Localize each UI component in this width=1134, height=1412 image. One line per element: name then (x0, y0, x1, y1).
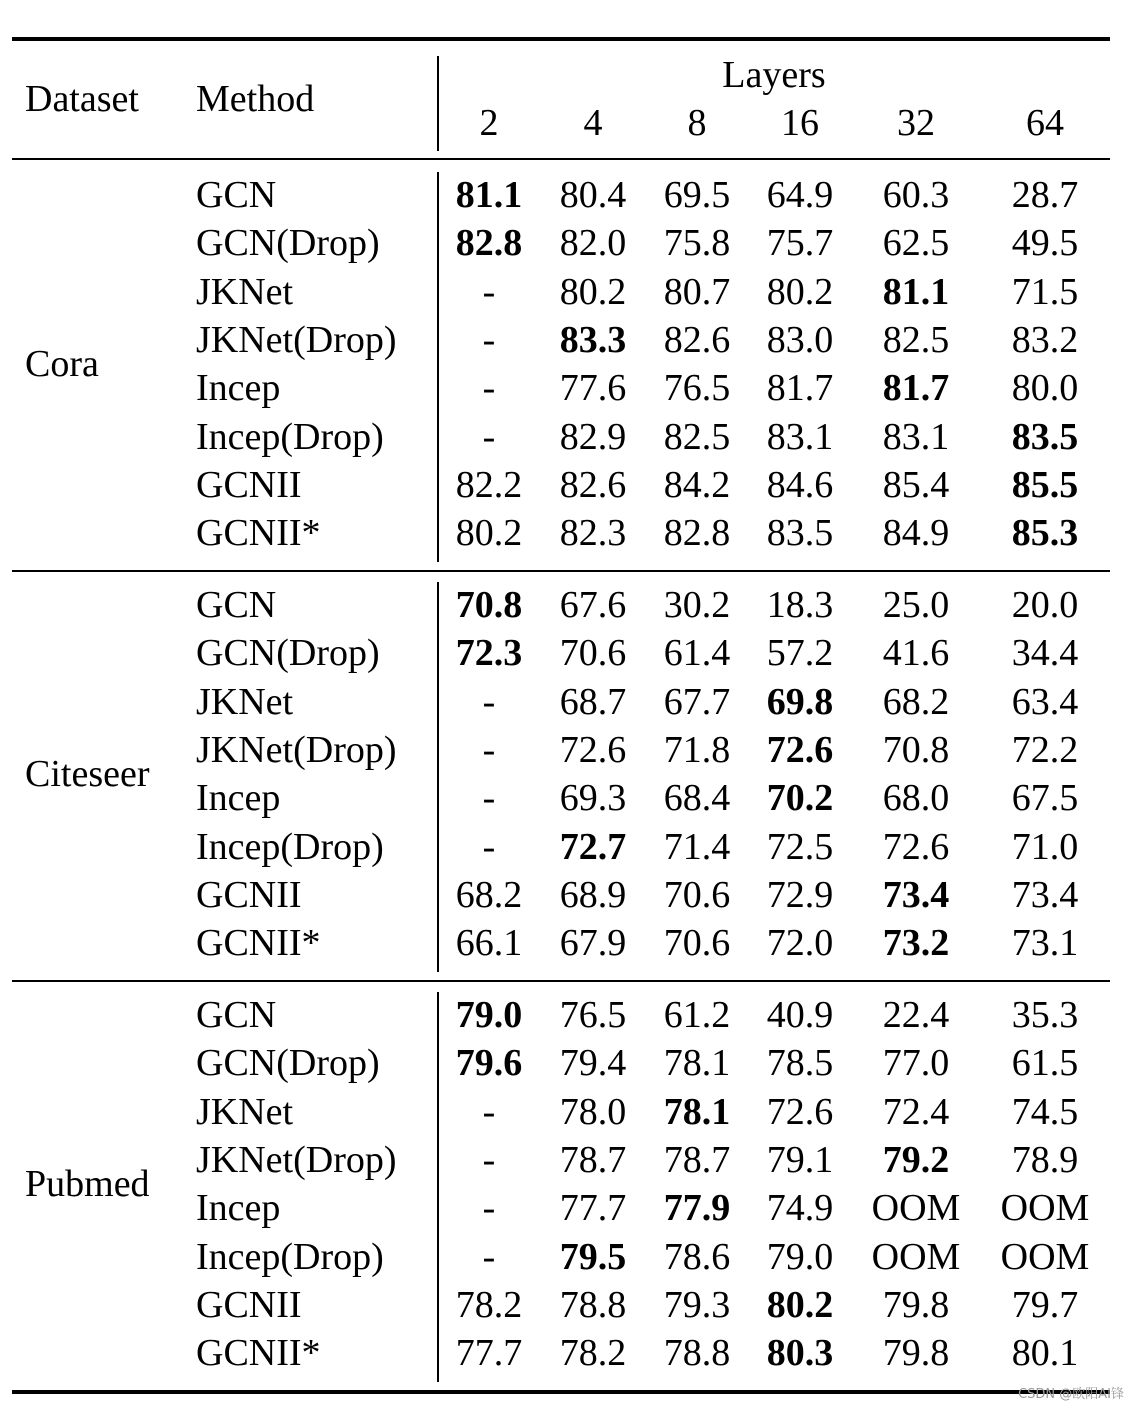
table-cell: - (482, 318, 496, 361)
table-cell: 18.3 (766, 584, 834, 626)
table-cell: 79.3 (663, 1283, 731, 1326)
table-cell: 64.9 (766, 174, 834, 216)
table-cell: 83.5 (1011, 415, 1079, 458)
table-cell: 82.3 (559, 512, 627, 555)
table-cell: 82.8 (455, 222, 523, 265)
table-cell: 78.6 (663, 1235, 731, 1278)
table-cell: 72.6 (766, 1090, 834, 1133)
table-cell: 68.2 (882, 680, 950, 723)
table-cell: - (482, 777, 496, 820)
table-cell: 67.6 (559, 584, 627, 626)
table-cell: 71.5 (1011, 270, 1079, 313)
table-cell: 63.4 (1011, 680, 1079, 723)
table-cell: 78.0 (559, 1090, 627, 1133)
table-cell: 72.0 (766, 922, 834, 965)
cora-citeseer-rule (12, 570, 1110, 572)
method-label: GCN (196, 584, 277, 626)
table-cell: 83.0 (766, 318, 834, 361)
table-cell: 77.9 (663, 1187, 731, 1230)
table-cell: 72.2 (1011, 728, 1079, 771)
table-cell: 68.7 (559, 680, 627, 723)
method-label: GCN (196, 174, 277, 216)
table-cell: 69.3 (559, 777, 627, 820)
header-dataset: Dataset (25, 78, 139, 120)
header-layer-5: 64 (1026, 102, 1064, 144)
table-cell: 80.3 (766, 1332, 834, 1375)
table-cell: 22.4 (882, 994, 950, 1036)
table-cell: 70.2 (766, 777, 834, 820)
table-cell: 73.1 (1011, 922, 1079, 965)
table-cell: 80.1 (1011, 1332, 1079, 1375)
table-cell: 83.2 (1011, 318, 1079, 361)
header-rule (12, 158, 1110, 160)
method-label: Incep(Drop) (196, 825, 384, 868)
method-label: GCNII* (196, 512, 321, 555)
method-label: GCN(Drop) (196, 222, 380, 265)
header-layers: Layers (722, 54, 826, 96)
table-cell: OOM (1000, 1235, 1090, 1278)
table-cell: 80.2 (766, 1283, 834, 1326)
header-layer-4: 32 (897, 102, 935, 144)
table-cell: 80.2 (559, 270, 627, 313)
table-cell: - (482, 270, 496, 313)
table-cell: 83.1 (882, 415, 950, 458)
table-cell: 82.5 (882, 318, 950, 361)
table-cell: 85.5 (1011, 463, 1079, 506)
table-cell: 75.7 (766, 222, 834, 265)
method-label: JKNet (196, 1090, 294, 1133)
table-cell: 76.5 (663, 367, 731, 410)
header-layer-0: 2 (479, 102, 499, 144)
table-cell: 73.2 (882, 922, 950, 965)
method-label: GCN(Drop) (196, 632, 380, 675)
table-cell: 28.7 (1011, 174, 1079, 216)
table-cell: 35.3 (1011, 994, 1079, 1036)
table-cell: 71.8 (663, 728, 731, 771)
table-cell: 82.8 (663, 512, 731, 555)
table-cell: 66.1 (455, 922, 523, 965)
table-cell: 80.7 (663, 270, 731, 313)
table-cell: 67.7 (663, 680, 731, 723)
table-cell: 71.4 (663, 825, 731, 868)
method-label: Incep(Drop) (196, 415, 384, 458)
method-label: Incep (196, 1187, 281, 1230)
table-cell: 80.4 (559, 174, 627, 216)
table-cell: 80.2 (455, 512, 523, 555)
table-cell: - (482, 1138, 496, 1181)
table-cell: 77.7 (559, 1187, 627, 1230)
table-cell: 70.6 (559, 632, 627, 675)
header-layer-1: 4 (583, 102, 603, 144)
table-cell: 69.8 (766, 680, 834, 723)
table-cell: 77.6 (559, 367, 627, 410)
header-method: Method (196, 78, 315, 120)
table-cell: 85.3 (1011, 512, 1079, 555)
table-cell: 82.2 (455, 463, 523, 506)
table-cell: 78.1 (663, 1090, 731, 1133)
table-cell: 77.0 (882, 1042, 950, 1085)
table-cell: - (482, 1235, 496, 1278)
method-label: GCNII* (196, 1332, 321, 1375)
table-cell: 49.5 (1011, 222, 1079, 265)
table-cell: 79.8 (882, 1332, 950, 1375)
table-cell: 84.6 (766, 463, 834, 506)
table-cell: 84.9 (882, 512, 950, 555)
table-cell: 82.0 (559, 222, 627, 265)
table-cell: 74.5 (1011, 1090, 1079, 1133)
method-label: GCNII (196, 1283, 302, 1326)
table-cell: - (482, 1090, 496, 1133)
table-cell: 81.7 (766, 367, 834, 410)
table-cell: 40.9 (766, 994, 834, 1036)
table-cell: 83.5 (766, 512, 834, 555)
table-cell: 78.7 (559, 1138, 627, 1181)
table-cell: 70.8 (455, 584, 523, 626)
dataset-label-citeseer: Citeseer (25, 753, 150, 796)
table-cell: 68.2 (455, 873, 523, 916)
bottom-rule (12, 1390, 1110, 1394)
table-cell: 73.4 (1011, 873, 1079, 916)
table-cell: 79.6 (455, 1042, 523, 1085)
top-rule (12, 37, 1110, 41)
table-cell: 57.2 (766, 632, 834, 675)
method-label: Incep (196, 367, 281, 410)
table-cell: 77.7 (455, 1332, 523, 1375)
table-cell: 72.5 (766, 825, 834, 868)
method-label: GCN(Drop) (196, 1042, 380, 1085)
method-label: GCNII* (196, 922, 321, 965)
table-cell: 81.7 (882, 367, 950, 410)
table-cell: 72.6 (766, 728, 834, 771)
table-cell: 72.3 (455, 632, 523, 675)
watermark: CSDN @欧阳AI锋 (1018, 1387, 1124, 1402)
table-cell: 67.9 (559, 922, 627, 965)
table-cell: OOM (1000, 1187, 1090, 1230)
header-layer-3: 16 (781, 102, 819, 144)
table-cell: 79.0 (766, 1235, 834, 1278)
table-cell: 73.4 (882, 873, 950, 916)
table-cell: - (482, 415, 496, 458)
table-cell: 78.7 (663, 1138, 731, 1181)
method-label: GCNII (196, 463, 302, 506)
method-label: JKNet (196, 270, 294, 313)
table-cell: 78.8 (559, 1283, 627, 1326)
table-cell: 20.0 (1011, 584, 1079, 626)
table-cell: 61.2 (663, 994, 731, 1036)
table-cell: 78.8 (663, 1332, 731, 1375)
table-cell: 30.2 (663, 584, 731, 626)
table-cell: 83.3 (559, 318, 627, 361)
table-cell: 60.3 (882, 174, 950, 216)
table-cell: 68.4 (663, 777, 731, 820)
table-cell: OOM (871, 1235, 961, 1278)
table-cell: 82.9 (559, 415, 627, 458)
table-cell: 72.9 (766, 873, 834, 916)
table-cell: - (482, 1187, 496, 1230)
table-cell: 78.2 (559, 1332, 627, 1375)
table-cell: 71.0 (1011, 825, 1079, 868)
table-cell: 80.0 (1011, 367, 1079, 410)
table-cell: 70.8 (882, 728, 950, 771)
method-label: JKNet(Drop) (196, 318, 397, 361)
table-cell: OOM (871, 1187, 961, 1230)
table-cell: 79.2 (882, 1138, 950, 1181)
table-cell: 82.6 (663, 318, 731, 361)
table-cell: 82.5 (663, 415, 731, 458)
table-cell: 34.4 (1011, 632, 1079, 675)
table-cell: 61.5 (1011, 1042, 1079, 1085)
table-cell: 84.2 (663, 463, 731, 506)
table-cell: 41.6 (882, 632, 950, 675)
table-cell: 79.5 (559, 1235, 627, 1278)
header-layer-2: 8 (687, 102, 707, 144)
table-cell: 72.6 (559, 728, 627, 771)
table-cell: 62.5 (882, 222, 950, 265)
table-cell: 70.6 (663, 922, 731, 965)
table-cell: 78.1 (663, 1042, 731, 1085)
table-cell: 70.6 (663, 873, 731, 916)
table-cell: 79.8 (882, 1283, 950, 1326)
table-cell: 72.4 (882, 1090, 950, 1133)
table-cell: 61.4 (663, 632, 731, 675)
method-label: JKNet (196, 680, 294, 723)
method-label: JKNet(Drop) (196, 1138, 397, 1181)
dataset-label-pubmed: Pubmed (25, 1163, 150, 1206)
table-cell: 78.5 (766, 1042, 834, 1085)
table-cell: 80.2 (766, 270, 834, 313)
table-cell: 72.6 (882, 825, 950, 868)
table-cell: 79.7 (1011, 1283, 1079, 1326)
table-cell: 79.0 (455, 994, 523, 1036)
table-cell: 68.9 (559, 873, 627, 916)
table-cell: 68.0 (882, 777, 950, 820)
method-label: GCN (196, 994, 277, 1036)
table-cell: 78.9 (1011, 1138, 1079, 1181)
table-cell: 83.1 (766, 415, 834, 458)
method-label: Incep (196, 777, 281, 820)
table-cell: - (482, 825, 496, 868)
table-cell: 67.5 (1011, 777, 1079, 820)
table-cell: - (482, 367, 496, 410)
table-cell: - (482, 728, 496, 771)
table-cell: 74.9 (766, 1187, 834, 1230)
table-cell: - (482, 680, 496, 723)
table-cell: 81.1 (882, 270, 950, 313)
table-cell: 75.8 (663, 222, 731, 265)
table-cell: 81.1 (455, 174, 523, 216)
table-cell: 79.4 (559, 1042, 627, 1085)
dataset-label-cora: Cora (25, 343, 99, 386)
table-cell: 82.6 (559, 463, 627, 506)
table-cell: 69.5 (663, 174, 731, 216)
method-label: JKNet(Drop) (196, 728, 397, 771)
table-cell: 85.4 (882, 463, 950, 506)
table-cell: 79.1 (766, 1138, 834, 1181)
table-cell: 76.5 (559, 994, 627, 1036)
method-label: GCNII (196, 873, 302, 916)
method-label: Incep(Drop) (196, 1235, 384, 1278)
citeseer-pubmed-rule (12, 980, 1110, 982)
table-cell: 72.7 (559, 825, 627, 868)
table-cell: 25.0 (882, 584, 950, 626)
table-cell: 78.2 (455, 1283, 523, 1326)
